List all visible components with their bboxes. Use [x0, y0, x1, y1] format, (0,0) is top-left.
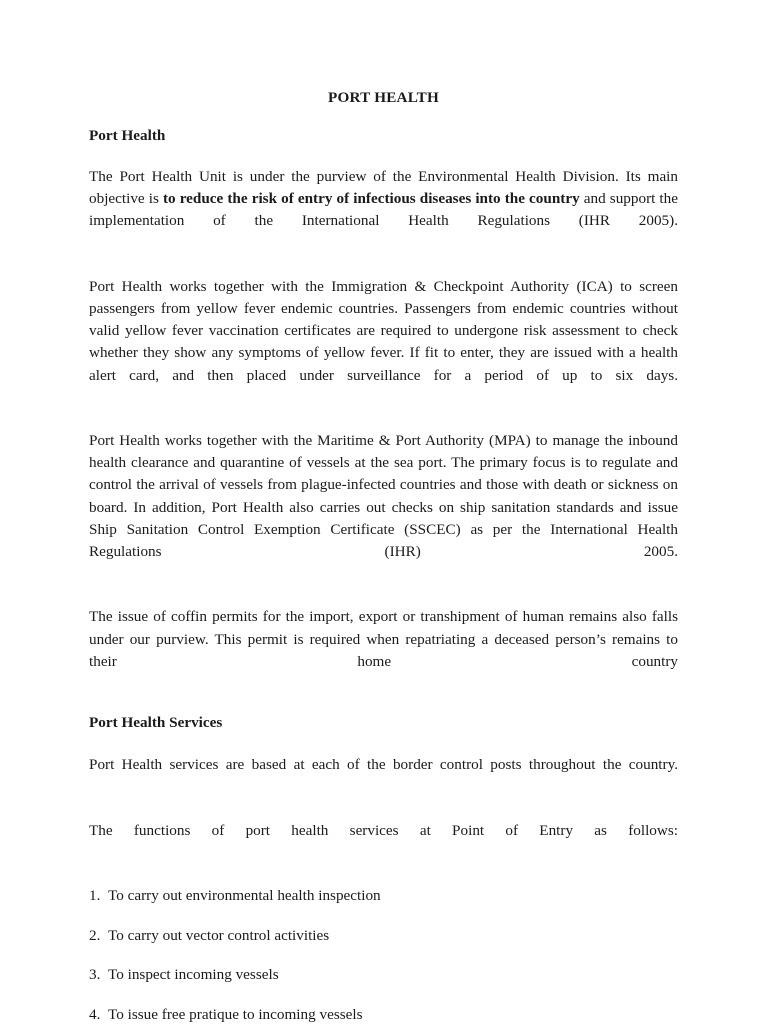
functions-list — [89, 885, 678, 1026]
paragraph-functions-intro: The functions of port health services at Point of Entry as follows: — [89, 821, 678, 839]
list-item-number: 1. — [89, 887, 101, 905]
list-item-label: To carry out vector control activities — [108, 926, 330, 944]
list-item-label: To issue free pratique to incoming vessels — [108, 1006, 363, 1024]
document-body — [89, 88, 678, 1026]
heading-port-health: Port Health — [89, 127, 166, 144]
heading-port-health-services: Port Health Services — [89, 714, 223, 732]
list-item-number: 4. — [89, 1006, 101, 1024]
list-item-label: To inspect incoming vessels — [108, 966, 279, 984]
paragraph-services-location: Port Health services are based at each of the border control posts throughout the country. — [89, 756, 678, 774]
paragraph-mpa-vessels: Port Health works together with the Maritime & Port Authority (MPA) to manage the inbound health clearance and quarantine of vessels at the sea port. The primary focus is to regulate and control the arrival of vessels from plague-infected countries and those with death or sickness on board. In addition, Port Health also carries out checks on ship sanitation standards and issue Ship Sanitation Control Exemption Certificate (SSCEC) as per the International Health Regulations (IHR) 2005. — [89, 432, 678, 561]
list-item — [89, 885, 678, 907]
paragraph-text-before-bold: The Port Health Unit is under the purview of the Environmental Health Division. Its main objective is — [89, 168, 678, 208]
list-item-label: To carry out environmental health inspection — [108, 887, 381, 905]
list-item-number: 2. — [89, 926, 101, 944]
paragraph-ica-screening: Port Health works together with the Immigration & Checkpoint Authority (ICA) to screen passengers from yellow fever endemic countries. Passengers from endemic countries without valid yellow fever vaccination certificates are required to undergone risk assessment to check whether they show any symptoms of yellow fever. If fit to enter, they are issued with a health alert card, and then placed under surveillance for a period of up to six days. — [89, 277, 678, 384]
paragraph-coffin-permits: The issue of coffin permits for the import, export or transhipment of human remains also falls under our purview. This permit is required when repatriating a deceased person’s remains to their home country — [89, 608, 678, 670]
paragraph-text-after-bold: and support the implementation of the International Health Regulations (IHR 2005). — [89, 190, 678, 230]
paragraph-port-health-overview — [89, 166, 678, 255]
list-item — [89, 964, 678, 986]
list-item — [89, 925, 678, 947]
paragraph-text-bold-objective: to reduce the risk of entry of infectious diseases into the country — [162, 190, 580, 208]
list-item — [89, 1004, 678, 1026]
document-title: PORT HEALTH — [328, 89, 439, 106]
list-item-number: 3. — [89, 966, 101, 984]
